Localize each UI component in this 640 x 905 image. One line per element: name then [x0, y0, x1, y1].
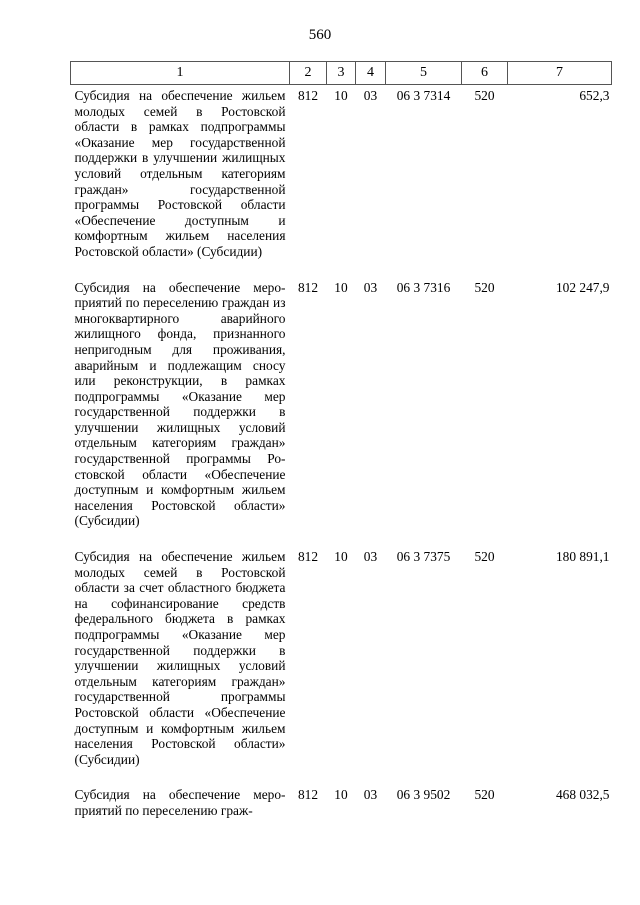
row-target-code: 06 3 7314: [396, 88, 451, 103]
row-amount: 180 891,1: [555, 549, 610, 565]
column-header: 6: [462, 62, 508, 85]
row-description: Субсидия на обеспечение мероприятий по переселению граж-: [74, 787, 286, 818]
row-target-code: 06 3 9502: [396, 787, 451, 803]
row-section-code: 10: [334, 88, 348, 103]
row-description: Субсидия на обеспечение жильем молодых семей в Ростовской области в рамках подпрограммы «Оказание мер государственной поддержки в улучшении жилищных условий отдельным категориям граждан» государственной программы Ростовской области «Обеспечение доступным и комфортным жильем населения Ростовской области» (Субсидии): [74, 88, 286, 259]
row-subsection-code: 03: [363, 787, 378, 803]
table-row: [71, 277, 612, 530]
page-number: 560: [308, 27, 332, 43]
column-header: 5: [386, 62, 462, 85]
row-section-code: 10: [334, 549, 348, 565]
row-amount: 468 032,5: [555, 787, 610, 803]
row-expense-type: 520: [474, 88, 495, 103]
table-row: [71, 784, 612, 818]
row-expense-type: 520: [474, 549, 495, 565]
row-amount: 652,3: [579, 88, 610, 103]
row-subsection-code: 03: [363, 549, 378, 565]
column-header: 3: [327, 62, 356, 85]
row-expense-type: 520: [474, 787, 495, 803]
row-description: Субсидия на обеспечение жильем молодых семей в Ростовской области за счет областного бюджета на софинансирование средств федерального бюджета в рамках подпрограммы «Оказание мер государственной поддержки в улучшении жилищных условий отдельным категориям граждан» государственной программы Ростовской области «Обеспечение доступным и комфортным жильем населения Ростовской области» (Субсидии): [74, 549, 286, 767]
budget-table: [70, 61, 612, 819]
row-subsection-code: 03: [363, 279, 378, 295]
column-header: 2: [290, 62, 327, 85]
row-amount: 102 247,9: [555, 279, 610, 295]
row-subsection-code: 03: [363, 88, 378, 103]
row-target-code: 06 3 7316: [396, 279, 451, 295]
table-row: [71, 85, 612, 260]
column-header: 7: [508, 62, 612, 85]
row-ministry-code: 812: [297, 549, 319, 565]
row-target-code: 06 3 7375: [396, 549, 451, 565]
row-section-code: 10: [334, 279, 348, 295]
table-header-row: [71, 62, 612, 85]
column-header: 1: [71, 62, 290, 85]
row-ministry-code: 812: [297, 279, 319, 295]
row-description: Субсидия на обеспечение мероприятий по переселению граждан из многоквартирного аварийного жилищного фонда, признанного непригодным для проживания, аварийным и подлежащим сносу или реконструкции, в рамках подпрограммы «Оказание мер государственной поддержки в улучшении жилищных условий отдельным категориям граждан» государственной программы Ростовской области «Обеспечение доступным и комфортным жильем населения Ростовской области» (Субсидии): [74, 279, 286, 529]
row-expense-type: 520: [474, 279, 495, 295]
row-section-code: 10: [334, 787, 348, 803]
column-header: 4: [356, 62, 386, 85]
row-ministry-code: 812: [297, 787, 319, 803]
table-row: [71, 546, 612, 767]
row-ministry-code: 812: [297, 88, 319, 103]
